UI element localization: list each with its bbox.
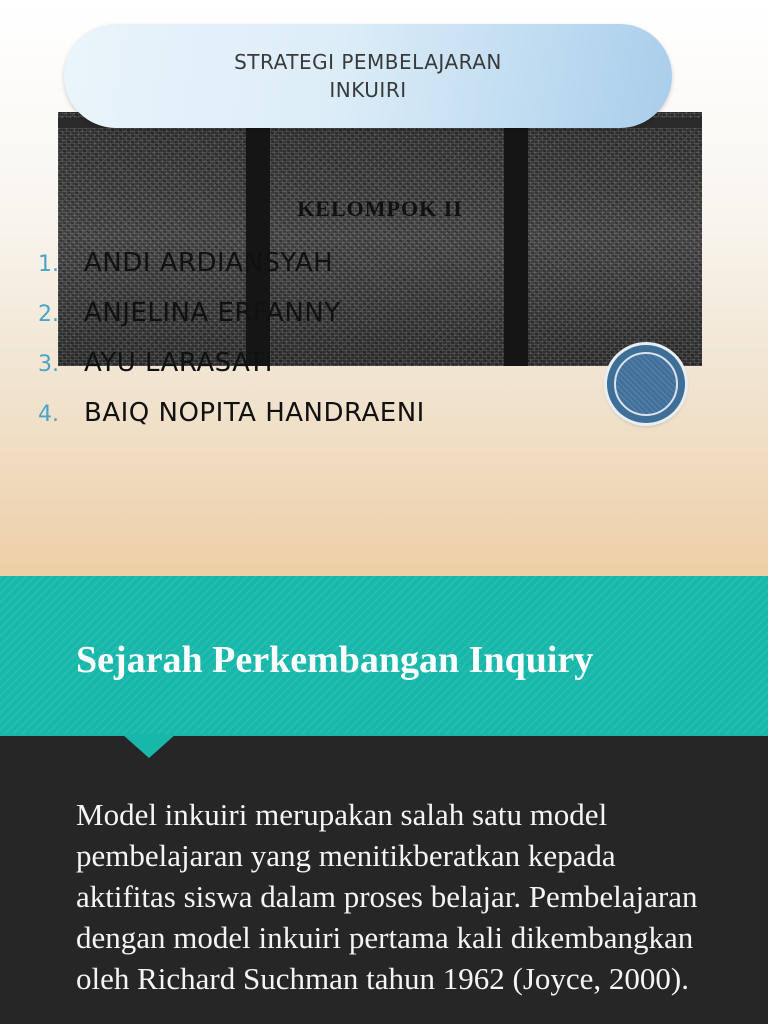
decorative-circle-icon (607, 345, 685, 423)
list-number: 2. (38, 302, 59, 327)
slide-2-paragraph: Model inkuiri merupakan salah satu model pembelajaran yang menitikberatkan kepada aktifitas siswa dalam proses belajar. Pembelajaran dengan model inkuiri pertama kali dikembangkan oleh Richard Suchman tahun 1962 (Joyce, 2000). (76, 797, 698, 996)
header-notch-icon (122, 734, 176, 758)
member-name: AYU LARASATI (84, 348, 273, 378)
slide-2-heading: Sejarah Perkembangan Inquiry (76, 639, 594, 681)
title-banner (64, 24, 672, 128)
member-list (38, 248, 425, 448)
list-number: 4. (38, 402, 59, 427)
slide-2-body (0, 736, 768, 1024)
title-line-2: INKUIRI (329, 78, 407, 102)
title-line-1: STRATEGI PEMBELAJARAN (234, 50, 502, 74)
list-item (38, 348, 425, 398)
member-name: BAIQ NOPITA HANDRAENI (84, 398, 425, 428)
member-name: ANJELINA ERFANNY (84, 298, 341, 328)
member-name: ANDI ARDIANSYAH (84, 248, 334, 278)
slide-2-header (0, 576, 768, 736)
list-item (38, 398, 425, 448)
list-number: 1. (38, 252, 59, 277)
group-caption: KELOMPOK II (297, 196, 463, 221)
list-number: 3. (38, 352, 59, 377)
list-item (38, 248, 425, 298)
circle-inner-ring (614, 352, 678, 416)
list-item (38, 298, 425, 348)
